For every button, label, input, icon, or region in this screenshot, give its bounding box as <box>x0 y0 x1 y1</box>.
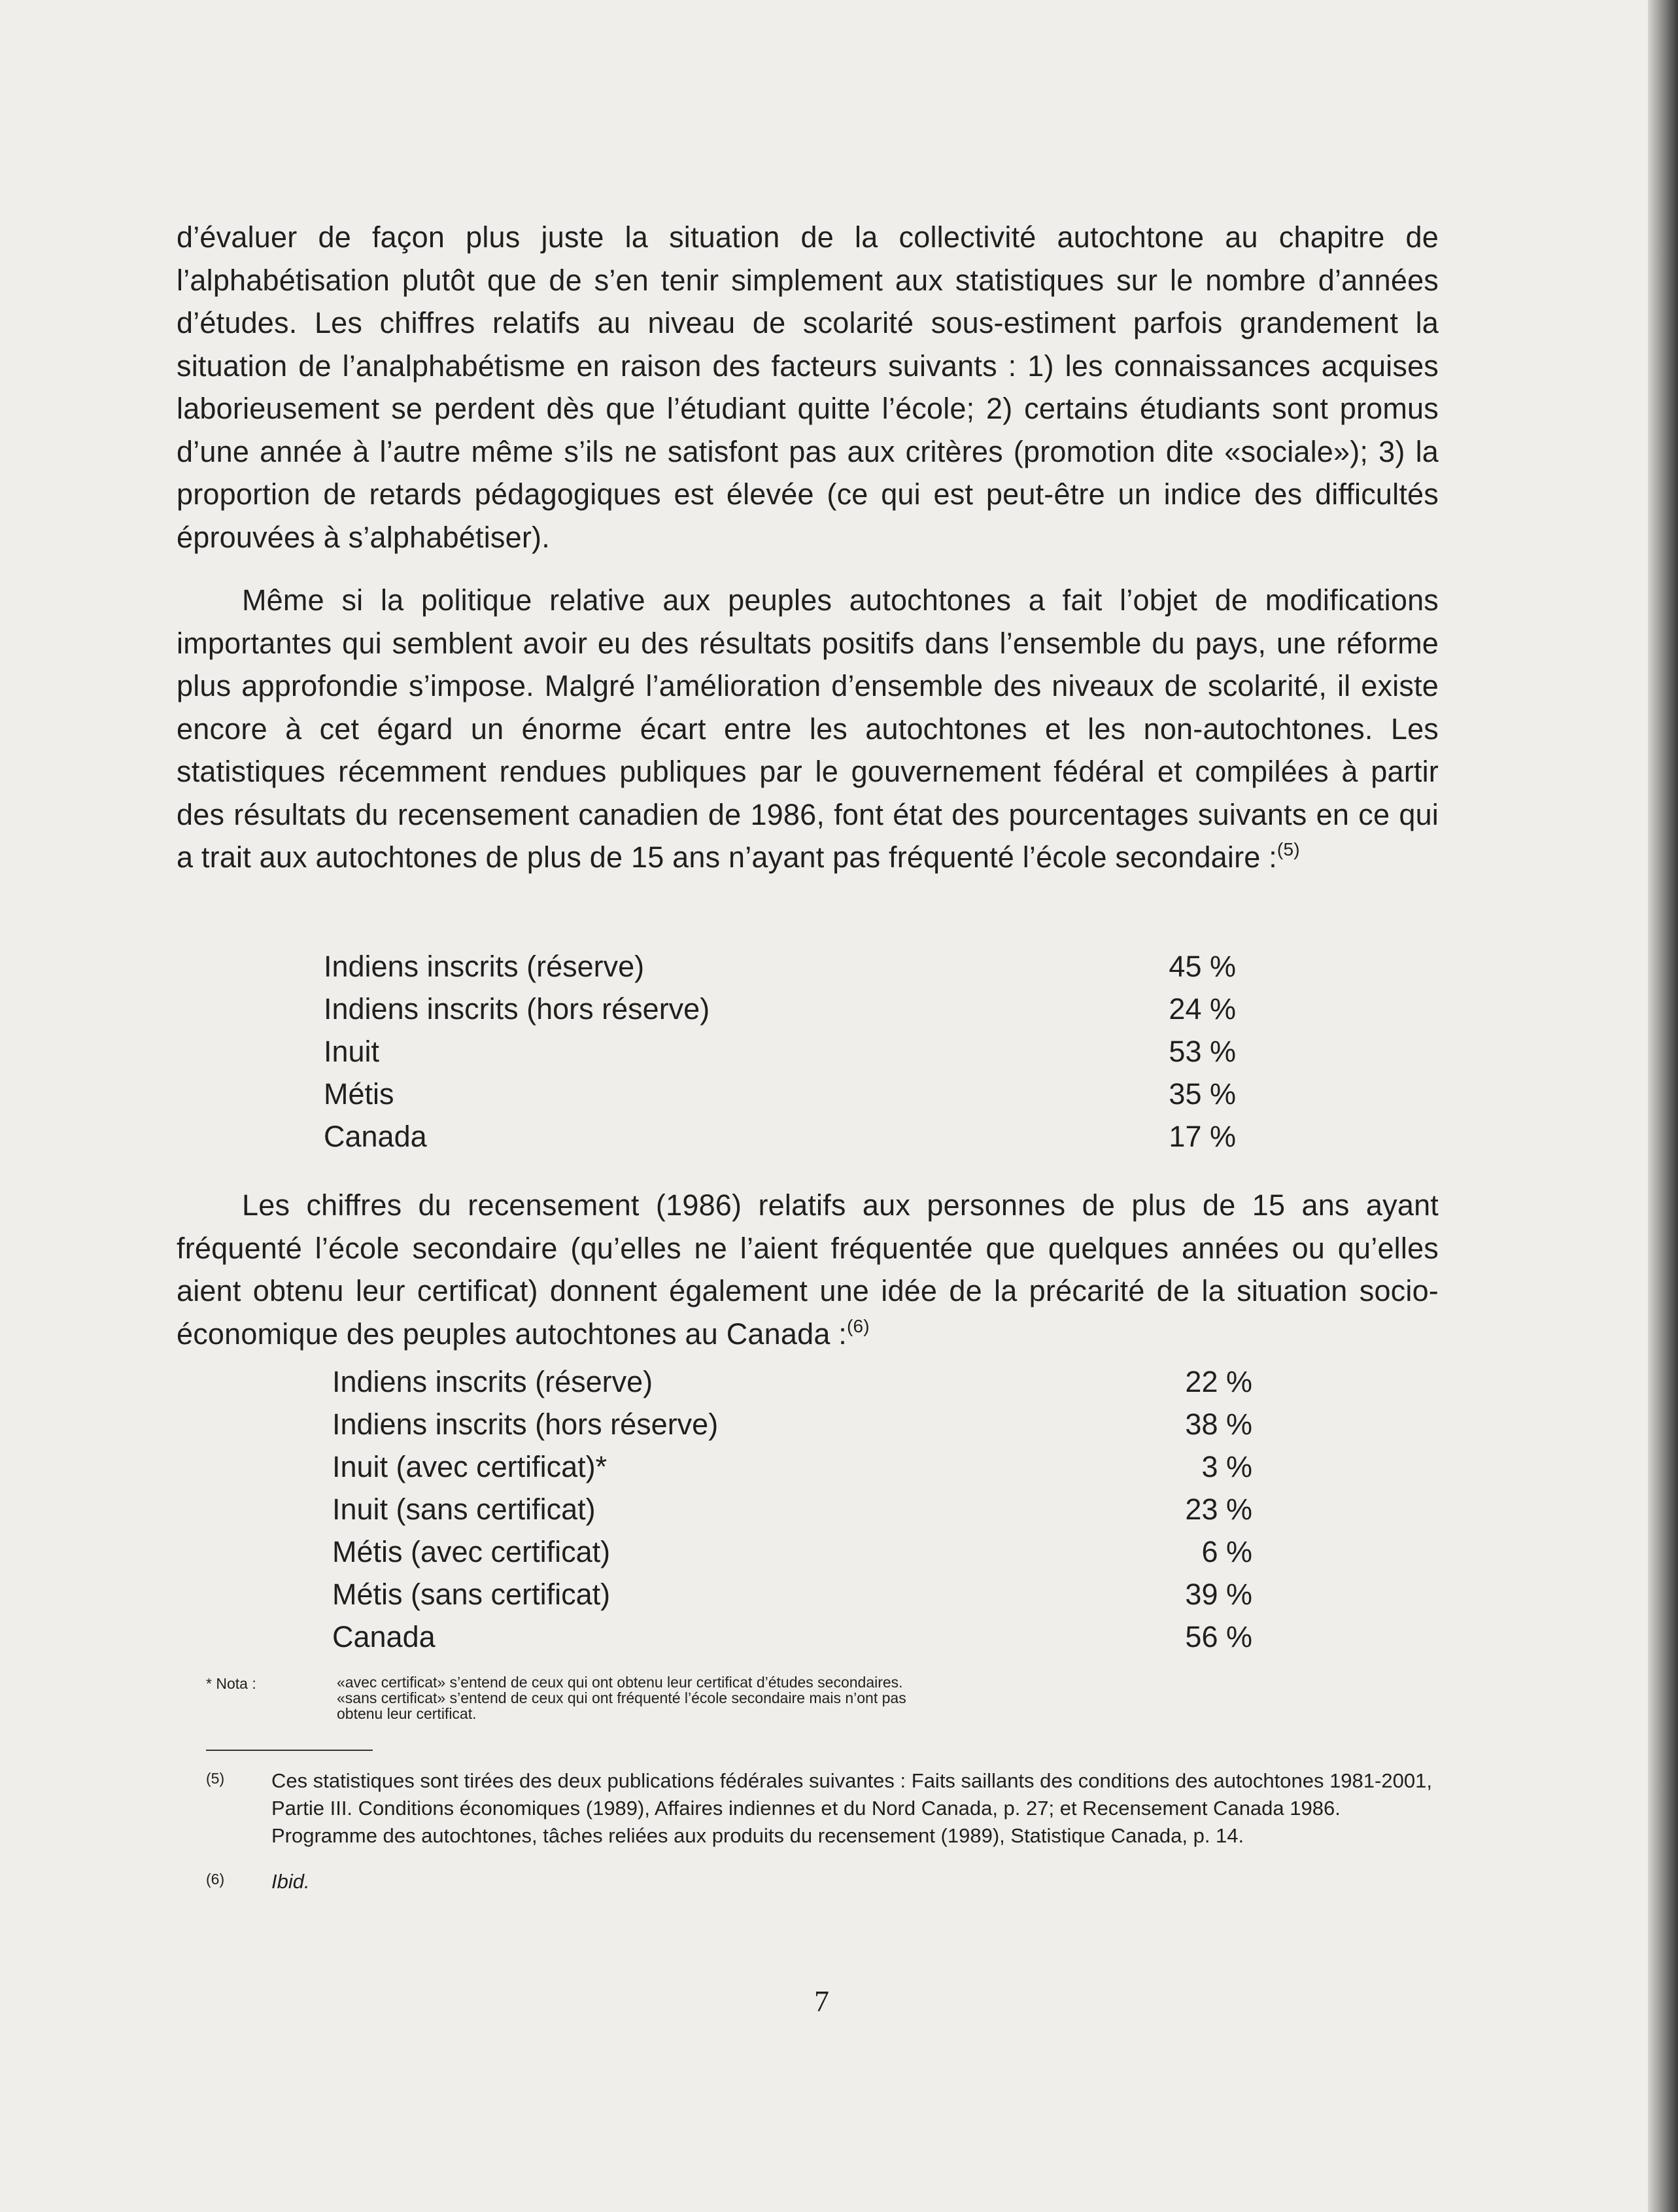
footnote-5 <box>206 1767 1439 1850</box>
stats-label: Indiens inscrits (réserve) <box>324 950 645 983</box>
stats-label: Indiens inscrits (hors réserve) <box>324 992 710 1026</box>
footnote-text: Ces statistiques sont tirées des deux publications fédérales suivantes : Faits saillants des conditions des autochtones 1981-2001, Partie III. Conditions économiques (1989), Affaires indiennes et du Nord Canada, p. 27; et Recensement Canada 1986. Programme des autochtones, tâches reliées aux produits du recensement (1989), Statistique Canada, p. 14. <box>271 1769 1432 1847</box>
page-edge-shadow <box>1648 0 1678 2212</box>
stats-label: Canada <box>332 1620 436 1653</box>
nota-label: * Nota : <box>206 1675 256 1692</box>
footnotes <box>206 1767 1439 1895</box>
stats-label: Indiens inscrits (hors réserve) <box>332 1408 719 1441</box>
stats-row <box>177 1360 1439 1403</box>
paragraph-2 <box>177 579 1439 879</box>
stats-value: 3 % <box>1201 1450 1252 1483</box>
stats-label: Indiens inscrits (réserve) <box>332 1365 653 1398</box>
stats-list-secondary <box>177 1360 1439 1658</box>
paragraph-3-text: Les chiffres du recensement (1986) relatifs aux personnes de plus de 15 ans ayant fréquenté l’école secondaire (qu’elles ne l’aient fréquentée que quelques années ou qu’elles aient obtenu leur certificat) donnent également une idée de la précarité de la situation socio-économique des peuples autochtones au Canada : <box>177 1188 1439 1351</box>
stats-label: Canada <box>324 1120 427 1153</box>
stats-row <box>177 1403 1439 1445</box>
page-number: 7 <box>814 1984 829 2018</box>
stats-label: Inuit (sans certificat) <box>332 1493 596 1526</box>
stats-value: 45 % <box>1169 950 1236 983</box>
nota-text <box>337 1674 1318 1721</box>
footnote-number: (6) <box>206 1871 225 1888</box>
stats-value: 23 % <box>1185 1493 1252 1526</box>
stats-row <box>177 1030 1439 1073</box>
stats-label: Inuit (avec certificat)* <box>332 1450 608 1483</box>
stats-value: 56 % <box>1185 1620 1252 1653</box>
paragraph-1-text: d’évaluer de façon plus juste la situation de la collectivité autochtone au chapitre de l’alphabétisation plutôt que de s’en tenir simplement aux statistiques sur le nombre d’années d’études. Les chiffres relatifs au niveau de scolarité sous-estiment parfois grandement la situation de l’analphabétisme en raison des facteurs suivants : 1) les connaissances acquises laborieusement se perdent dès que l’étudiant quitte l’école; 2) certains étudiants sont promus d’une année à l’autre même s’ils ne satisfont pas aux critères (promotion dite «sociale»); 3) la proportion de retards pédagogiques est élevée (ce qui est peut-être un indice des difficultés éprouvées à s’alphabétiser). <box>177 220 1439 554</box>
stats-value: 17 % <box>1169 1120 1236 1153</box>
stats-value: 53 % <box>1169 1035 1236 1068</box>
paragraph-3 <box>177 1184 1439 1355</box>
stats-row <box>177 988 1439 1030</box>
stats-label: Métis (avec certificat) <box>332 1535 611 1568</box>
footnote-ref-6: (6) <box>846 1315 870 1336</box>
stats-row <box>177 1445 1439 1488</box>
stats-value: 24 % <box>1169 992 1236 1026</box>
footnote-number: (5) <box>206 1770 225 1787</box>
paragraph-2-text: Même si la politique relative aux peuples autochtones a fait l’objet de modifications importantes qui semblent avoir eu des résultats positifs dans l’ensemble du pays, une réforme plus approfondie s’impose. Malgré l’amélioration d’ensemble des niveaux de scolarité, il existe encore à cet égard un énorme écart entre les autochtones et les non-autochtones. Les statistiques récemment rendues publiques par le gouvernement fédéral et compilées à partir des résultats du recensement canadien de 1986, font état des pourcentages suivants en ce qui a trait aux autochtones de plus de 15 ans n’ayant pas fréquenté l’école secondaire : <box>177 583 1439 874</box>
footnote-text: Ibid. <box>271 1870 310 1893</box>
stats-list-no-secondary <box>177 945 1439 1158</box>
footnote-ref-5: (5) <box>1276 839 1300 859</box>
stats-row <box>177 1073 1439 1115</box>
stats-label: Métis <box>324 1077 394 1111</box>
nota-line: obtenu leur certificat. <box>337 1705 477 1722</box>
stats-value: 38 % <box>1185 1408 1252 1441</box>
stats-row <box>177 1616 1439 1658</box>
stats-label: Métis (sans certificat) <box>332 1578 611 1611</box>
stats-value: 35 % <box>1169 1077 1236 1111</box>
stats-row <box>177 1115 1439 1158</box>
stats-row <box>177 1573 1439 1616</box>
stats-row <box>177 945 1439 988</box>
stats-value: 22 % <box>1185 1365 1252 1398</box>
footnote-divider <box>206 1750 373 1751</box>
stats-value: 6 % <box>1201 1535 1252 1568</box>
stats-row <box>177 1488 1439 1530</box>
stats-row <box>177 1530 1439 1573</box>
paragraph-1 <box>177 216 1439 559</box>
footnote-6 <box>206 1868 1439 1895</box>
nota-line: «sans certificat» s’entend de ceux qui ont fréquenté l’école secondaire mais n’ont pas <box>337 1689 906 1706</box>
stats-label: Inuit <box>324 1035 380 1068</box>
stats-value: 39 % <box>1185 1578 1252 1611</box>
nota-line: «avec certificat» s’entend de ceux qui ont obtenu leur certificat d’études secondaires. <box>337 1674 903 1691</box>
